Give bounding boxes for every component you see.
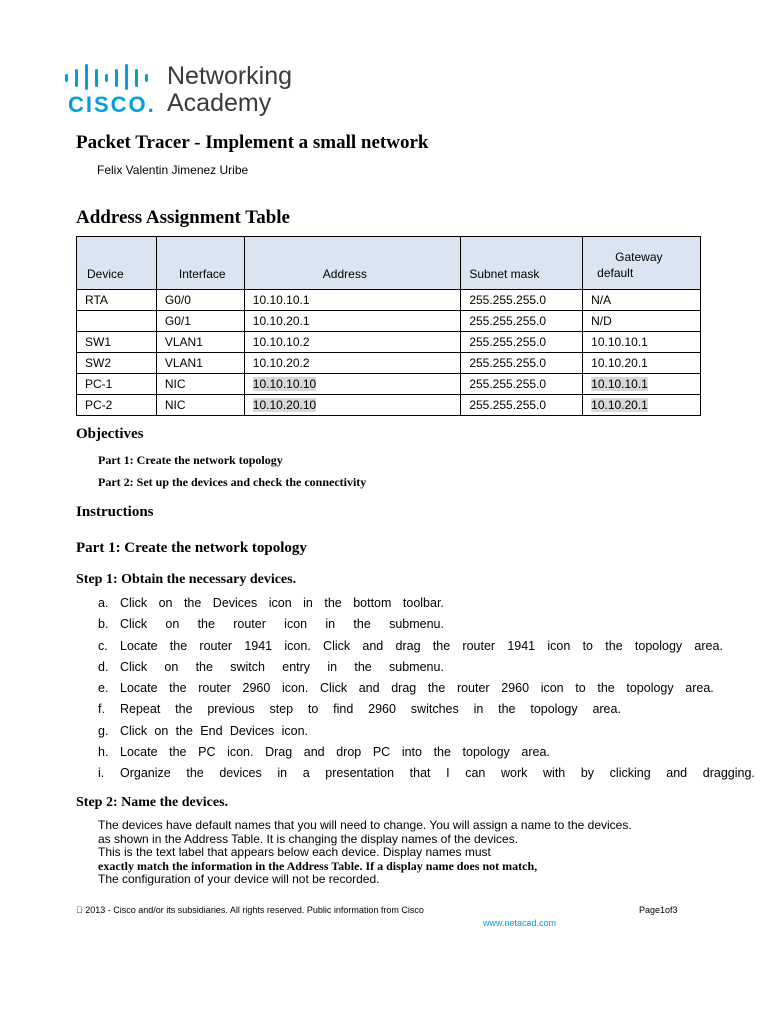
cisco-networking-academy-logo bbox=[64, 62, 324, 120]
cell-subnet: 255.255.255.0 bbox=[461, 353, 583, 374]
cisco-wordmark: CISCO. bbox=[68, 92, 156, 117]
cell-device: PC-2 bbox=[77, 395, 157, 416]
cell-gateway: N/A bbox=[583, 290, 701, 311]
list-item-letter: d. bbox=[98, 659, 109, 674]
list-item-text: Locate the router 2960 icon. Click and drag the router 2960 icon to the topology area. bbox=[120, 681, 714, 696]
cell-device: SW2 bbox=[77, 353, 157, 374]
list-item-text: Repeat the previous step to find 2960 switches in the topology area. bbox=[120, 702, 621, 717]
cell-gateway bbox=[583, 395, 701, 416]
address-assignment-table bbox=[76, 236, 701, 416]
cell-address bbox=[244, 374, 461, 395]
list-item-letter: g. bbox=[98, 723, 109, 738]
list-item-text: Click on the End Devices icon. bbox=[120, 723, 308, 738]
part1-heading: Part 1: Create the network topology bbox=[76, 540, 307, 556]
document-title: Packet Tracer - Implement a small network bbox=[76, 132, 429, 153]
list-item bbox=[98, 742, 755, 763]
list-item bbox=[98, 763, 755, 784]
list-item-text: Click on the Devices icon in the bottom toolbar. bbox=[120, 596, 444, 610]
highlighted-address: 10.10.20.10 bbox=[252, 398, 317, 412]
list-item bbox=[98, 699, 755, 720]
highlighted-address: 10.10.10.10 bbox=[252, 377, 317, 391]
footer-copyright: 2013 - Cisco and/or its subsidiaries. All rights reserved. Public information from Cisco bbox=[76, 905, 415, 915]
logo-academy-text: Academy bbox=[167, 89, 272, 117]
paragraph-line: as shown in the Address Table. It is changing the display names of the devices. bbox=[98, 831, 519, 846]
list-item-text: Click on the router icon in the submenu. bbox=[120, 617, 444, 632]
header-interface: Interface bbox=[156, 237, 244, 290]
cell-address: 10.10.10.1 bbox=[244, 290, 461, 311]
list-item bbox=[98, 636, 755, 657]
header-gateway-line2: default bbox=[597, 266, 634, 280]
table-row bbox=[77, 290, 701, 311]
list-item-letter: h. bbox=[98, 745, 109, 760]
objectives-heading: Objectives bbox=[76, 426, 144, 442]
list-item bbox=[98, 593, 755, 614]
cell-address bbox=[244, 395, 461, 416]
footer-url-link[interactable]: www.netacad.com bbox=[483, 918, 557, 928]
list-item bbox=[98, 721, 755, 742]
table-header-row bbox=[77, 237, 701, 290]
cell-interface: G0/0 bbox=[156, 290, 244, 311]
author-name: Felix Valentin Jimenez Uribe bbox=[97, 163, 249, 177]
footer-page-number: Page1of3 bbox=[639, 905, 678, 915]
highlighted-gateway: 10.10.10.1 bbox=[591, 377, 648, 391]
address-table-heading: Address Assignment Table bbox=[76, 207, 290, 228]
cell-subnet: 255.255.255.0 bbox=[461, 395, 583, 416]
logo-networking-text: Networking bbox=[167, 62, 293, 90]
cell-address: 10.10.20.1 bbox=[244, 311, 461, 332]
cell-gateway: 10.10.20.1 bbox=[583, 353, 701, 374]
cell-device: PC-1 bbox=[77, 374, 157, 395]
instructions-heading: Instructions bbox=[76, 504, 154, 520]
cell-device bbox=[77, 311, 157, 332]
paragraph-line: This is the text label that appears below each device. Display names must bbox=[98, 845, 491, 860]
cell-interface: NIC bbox=[156, 395, 244, 416]
table-row bbox=[77, 395, 701, 416]
paragraph-line: The devices have default names that you will need to change. You will assign a name to the devices. bbox=[98, 818, 632, 832]
cell-gateway: N/D bbox=[583, 311, 701, 332]
cell-subnet: 255.255.255.0 bbox=[461, 290, 583, 311]
header-device: Device bbox=[77, 237, 157, 290]
list-item-letter: e. bbox=[98, 681, 109, 696]
table-row bbox=[77, 374, 701, 395]
cell-interface: VLAN1 bbox=[156, 332, 244, 353]
step2-heading: Step 2: Name the devices. bbox=[76, 795, 229, 810]
header-subnet-mask: Subnet mask bbox=[461, 237, 583, 290]
cell-device: SW1 bbox=[77, 332, 157, 353]
list-item bbox=[98, 657, 755, 678]
list-item-text: Locate the PC icon. Drag and drop PC into the topology area. bbox=[120, 745, 550, 760]
highlighted-gateway: 10.10.20.1 bbox=[591, 398, 648, 412]
header-gateway bbox=[583, 237, 701, 290]
list-item bbox=[98, 678, 755, 699]
list-item-letter: c. bbox=[98, 638, 108, 653]
objective-part1: Part 1: Create the network topology bbox=[98, 453, 283, 467]
cell-interface: VLAN1 bbox=[156, 353, 244, 374]
step1-list bbox=[98, 593, 755, 785]
cisco-bars-icon bbox=[64, 64, 160, 90]
list-item-letter: b. bbox=[98, 617, 109, 632]
paragraph-line: The configuration of your device will not be recorded. bbox=[98, 872, 380, 887]
table-row bbox=[77, 311, 701, 332]
cell-device: RTA bbox=[77, 290, 157, 311]
step2-paragraph bbox=[98, 819, 632, 887]
cell-subnet: 255.255.255.0 bbox=[461, 374, 583, 395]
header-gateway-line1: Gateway bbox=[615, 250, 663, 264]
cell-interface: G0/1 bbox=[156, 311, 244, 332]
list-item-letter: a. bbox=[98, 596, 109, 610]
step1-heading: Step 1: Obtain the necessary devices. bbox=[76, 572, 297, 587]
objective-part2: Part 2: Set up the devices and check the connectivity bbox=[98, 475, 367, 489]
list-item bbox=[98, 614, 755, 635]
cell-address: 10.10.10.2 bbox=[244, 332, 461, 353]
list-item-text: Organize the devices in a presentation that I can work with by clicking and dragging. bbox=[120, 766, 755, 781]
cell-address: 10.10.20.2 bbox=[244, 353, 461, 374]
list-item-letter: i. bbox=[98, 766, 105, 781]
paragraph-bold-line: exactly match the information in the Address Table. If a display name does not match, bbox=[98, 858, 538, 873]
cell-subnet: 255.255.255.0 bbox=[461, 332, 583, 353]
list-item-text: Click on the switch entry in the submenu. bbox=[120, 659, 444, 674]
list-item-text: Locate the router 1941 icon. Click and drag the router 1941 icon to the topology area. bbox=[120, 638, 723, 653]
cell-gateway bbox=[583, 374, 701, 395]
cell-interface: NIC bbox=[156, 374, 244, 395]
header-address: Address bbox=[244, 237, 461, 290]
cell-gateway: 10.10.10.1 bbox=[583, 332, 701, 353]
table-row bbox=[77, 332, 701, 353]
table-row bbox=[77, 353, 701, 374]
list-item-letter: f. bbox=[98, 702, 105, 717]
cell-subnet: 255.255.255.0 bbox=[461, 311, 583, 332]
